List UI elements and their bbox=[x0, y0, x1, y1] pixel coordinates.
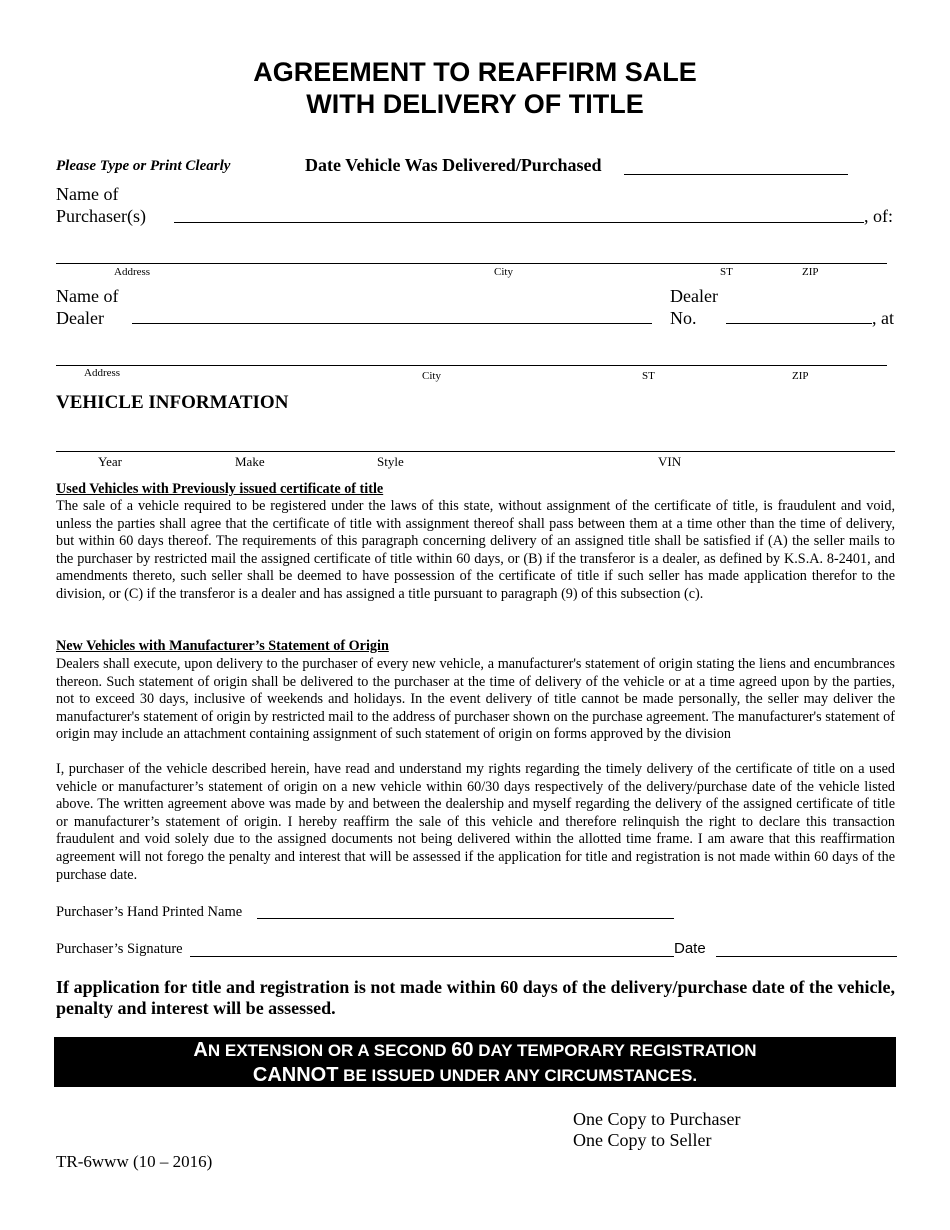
affirmation-body: I, purchaser of the vehicle described herein, have read and understand my rights regarding the timely delivery of the certificate of title on a used vehicle or manufacturer’s statement of origin on a new vehicle within 60/30 days respectively of the delivery/purchase date of the vehicle listed above. The written agreement above was made by and between the dealership and myself regarding the delivery of the assigned certificate of title or manufacturer’s statement of origin. I hereby reaffirm the sale of this vehicle and therefore relinquish the right to declare this transaction fraudulent and void solely due to the assigned documents not being delivered within the allotted time frame. I am aware that this reaffirmation agreement will not forego the penalty and interest that will be assessed if the application for title and registration is not made within 60 days of the purchase date. bbox=[56, 761, 895, 883]
purchaser-st-label: ST bbox=[720, 266, 733, 278]
new-vehicles-body: Dealers shall execute, upon delivery to the purchaser of every new vehicle, a manufacturer's statement of origin stating the liens and encumbrances thereon. Such statement of origin shall be delivered to the purchaser at the time of delivery of the vehicle or at a time agreed upon by the parties, not to exceed 30 days, inclusive of weekends and holidays. In the event delivery of title cannot be made personally, the seller may deliver the manufacturer's statement of origin by restricted mail to the address of purchaser shown on the purchase agreement. The manufacturer's statement of origin may include an attachment containing assignment of such statement of origin on forms approved by the division bbox=[56, 656, 895, 743]
date-delivered-label: Date Vehicle Was Delivered/Purchased bbox=[305, 155, 602, 175]
dealer-no-field[interactable] bbox=[726, 323, 872, 324]
dealer-zip-label: ZIP bbox=[792, 370, 809, 382]
vehicle-vin-label: VIN bbox=[658, 454, 682, 469]
date-delivered-field[interactable] bbox=[624, 174, 848, 175]
vehicle-info-field[interactable] bbox=[56, 451, 895, 452]
purchaser-city-label: City bbox=[494, 266, 513, 278]
dealer-address-label: Address bbox=[84, 367, 121, 379]
form-title-line2: WITH DELIVERY OF TITLE bbox=[306, 89, 644, 119]
signature-date-field[interactable] bbox=[716, 956, 897, 957]
printed-name-field[interactable] bbox=[257, 918, 674, 919]
dealer-address-field[interactable] bbox=[56, 365, 887, 366]
banner-line-1: AN EXTENSION OR A SECOND 60 DAY TEMPORARY REGISTRATION bbox=[193, 1039, 757, 1061]
dealer-name-label-2: Dealer bbox=[56, 308, 104, 328]
dealer-city-label: City bbox=[422, 370, 441, 382]
purchaser-name-label-2: Purchaser(s) bbox=[56, 206, 146, 226]
used-vehicles-body: The sale of a vehicle required to be registered under the laws of this state, without assignment of the certificate of title, is fraudulent and void, unless the parties shall agree that the certificate of title with assignment thereof shall pass between them at a time other than the time of delivery, but within 60 days thereof. The requirements of this paragraph concerning delivery of an assigned title shall be satisfied if (A) the seller mails to the purchaser by restricted mail the assigned certificate of title within 60 days, or (B) if the transferor is a dealer, as defined by K.S.A. 8-2401, and amendments thereto, such seller shall be deemed to have possession of the certificate of title if such seller has made application therefor to the division, or (C) if the transferor is a dealer and has assigned a title pursuant to paragraph (9) of this subsection (c). bbox=[56, 498, 895, 602]
purchaser-of-suffix: , of: bbox=[864, 206, 893, 226]
vehicle-make-label: Make bbox=[235, 454, 265, 469]
form-title-line1: AGREEMENT TO REAFFIRM SALE bbox=[253, 57, 697, 87]
new-vehicles-heading: New Vehicles with Manufacturer’s Statement of Origin bbox=[56, 638, 389, 654]
banner-line-2: CANNOT BE ISSUED UNDER ANY CIRCUMSTANCES. bbox=[252, 1064, 698, 1086]
signature-label: Purchaser’s Signature bbox=[56, 941, 183, 957]
vehicle-year-label: Year bbox=[98, 454, 122, 469]
copy-seller: One Copy to Seller bbox=[573, 1130, 712, 1150]
dealer-name-label-1: Name of bbox=[56, 286, 119, 306]
form-id: TR-6www (10 – 2016) bbox=[56, 1152, 213, 1171]
dealer-no-label-2: No. bbox=[670, 308, 697, 328]
purchaser-zip-label: ZIP bbox=[802, 266, 819, 278]
print-instruction: Please Type or Print Clearly bbox=[56, 158, 231, 174]
purchaser-address-label: Address bbox=[114, 266, 151, 278]
printed-name-label: Purchaser’s Hand Printed Name bbox=[56, 904, 243, 920]
purchaser-name-label-1: Name of bbox=[56, 184, 119, 204]
purchaser-name-field[interactable] bbox=[174, 222, 864, 223]
dealer-no-label-1: Dealer bbox=[670, 286, 718, 306]
dealer-name-field[interactable] bbox=[132, 323, 652, 324]
purchaser-address-field[interactable] bbox=[56, 263, 887, 264]
used-vehicles-heading: Used Vehicles with Previously issued certificate of title bbox=[56, 481, 384, 497]
signature-date-label: Date bbox=[674, 940, 706, 957]
vehicle-style-label: Style bbox=[377, 454, 404, 469]
copy-purchaser: One Copy to Purchaser bbox=[573, 1109, 741, 1129]
vehicle-info-heading: VEHICLE INFORMATION bbox=[56, 392, 289, 413]
registration-banner bbox=[54, 1037, 896, 1087]
dealer-st-label: ST bbox=[642, 370, 655, 382]
signature-field[interactable] bbox=[190, 956, 674, 957]
dealer-at-suffix: , at bbox=[872, 308, 894, 328]
penalty-warning: If application for title and registration is not made within 60 days of the delivery/purchase date of the vehicle, penalty and interest will be assessed. bbox=[56, 977, 895, 1018]
